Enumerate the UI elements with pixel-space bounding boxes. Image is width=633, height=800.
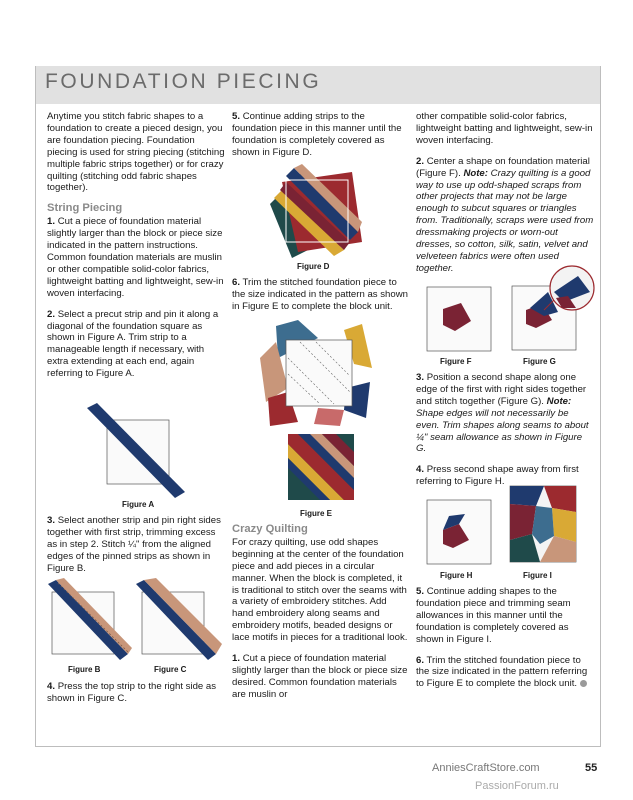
string-step-5: 5. Continue adding strips to the foundation piece in this manner until the foundation is completely covered as shown in Figure D. [232, 111, 402, 158]
middle-column [232, 111, 410, 168]
string-step-4: 4. Press the top strip to the right side as shown in Figure C. [47, 681, 217, 704]
figure-d [262, 162, 372, 262]
right-column-3 [416, 586, 594, 699]
end-mark [580, 680, 587, 687]
figure-e-caption: Figure E [300, 509, 333, 518]
page-number: 55 [585, 762, 598, 774]
watermark-text: PassionForum.ru [475, 780, 559, 792]
middle-column-2 [232, 277, 410, 322]
footer-website[interactable]: AnniesCraftStore.com [432, 762, 540, 774]
figure-c-caption: Figure C [154, 665, 187, 674]
figure-e-block [288, 434, 354, 500]
figure-f-caption: Figure F [440, 357, 472, 366]
left-column-lower [47, 515, 225, 584]
right-column-2 [416, 372, 594, 497]
figure-b-caption: Figure B [68, 665, 101, 674]
string-step-2: 2. Select a precut strip and pin it along a diagonal of the foundation square as shown in Figure A. Trim strip to a manageable length if necessary, with extra extending at each end, again referring to Figure A. [47, 308, 219, 380]
string-step-1: 1. Cut a piece of foundation material slightly larger than the block or piece size indicated in the pattern instructions. Common foundation materials are muslin or other compatible solid-color fabrics, lightweight batting and lightweight, sew-in woven interfacing. [47, 216, 224, 299]
crazy-step-5: 5. Continue adding shapes to the foundation piece and trimming seam allowances in this manner until the foundation is completely covered as shown in Figure I. [416, 586, 571, 645]
crazy-intro: For crazy quilting, use odd shapes beginning at the center of the foundation piece and add pieces in a circular manner. When the block is completed, it is traditional to stitch over the seams with a variety of embroidery stitches. Add hand embroidery along seams and embroidery motifs, beaded designs or lace motifs in pieces for a traditional look. [232, 536, 408, 644]
string-step-3: 3. Select another strip and pin right sides together with first strip, trimming excess as in step 2. Stitch ¼" from the aligned edges of the pinned strips as shown in Figure B. [47, 515, 221, 574]
figure-i-caption: Figure I [523, 571, 552, 580]
crazy-step-1-cont: other compatible solid-color fabrics, lightweight batting and lightweight, sew-in woven interfacing. [416, 111, 593, 146]
figure-d-caption: Figure D [297, 262, 330, 271]
figure-g [508, 262, 596, 354]
figure-a [85, 402, 195, 502]
figure-h-caption: Figure H [440, 571, 473, 580]
left-column-bottom [47, 681, 225, 714]
pink-shape [314, 408, 344, 426]
page-title: FOUNDATION PIECING [45, 70, 322, 93]
figure-e-trim [258, 318, 376, 428]
crazy-step-6: 6. Trim the stitched foundation piece to the size indicated in the pattern referring to Figure E to complete the block unit. [416, 654, 588, 690]
middle-column-3 [232, 524, 410, 710]
figure-b [42, 578, 132, 663]
string-piecing-heading: String Piecing [47, 202, 123, 215]
trimmed-foundation [286, 340, 352, 406]
figure-h [425, 498, 495, 568]
right-column [416, 111, 594, 284]
left-column [47, 111, 225, 389]
figure-c [132, 578, 222, 663]
crazy-step-1: 1. Cut a piece of foundation material slightly larger than the block or piece size desired. Common foundation materials are muslin or [232, 653, 408, 700]
figure-g-caption: Figure G [523, 357, 556, 366]
intro-text: Anytime you stitch fabric shapes to a foundation to create a pieced design, you are foundation piecing. Foundation piecing is used for string piecing (stitching multiple fabric strips together) or for crazy quilting (stitching odd fabric shapes together). [47, 111, 225, 194]
crazy-step-2: 2. Center a shape on foundation material (Figure F). Note: Crazy quilting is a good way to use up odd-shaped scraps from other projects that may not be large enough to subcut squares or triangles from. Traditionally, scraps were used from dressmaking projects or worn-out dresses, so cotton, silk, satin, velvet and velveteen fabrics were often used together. [416, 155, 594, 274]
string-step-6: 6. Trim the stitched foundation piece to the size indicated in the pattern as shown in Figure E to complete the block unit. [232, 277, 408, 312]
figure-a-caption: Figure A [122, 500, 155, 509]
crazy-quilting-heading: Crazy Quilting [232, 523, 308, 535]
figure-f [425, 285, 495, 355]
crazy-step-3: 3. Position a second shape along one edge of the first with right sides together and stitch together (Figure G). Note: Shape edges will not necessarily be even. Trim shapes along seams to about ¼" seam allowance as shown in Figure G. [416, 372, 589, 455]
crazy-step-4: 4. Press second shape away from first referring to Figure H. [416, 464, 579, 488]
figure-i [508, 484, 578, 566]
